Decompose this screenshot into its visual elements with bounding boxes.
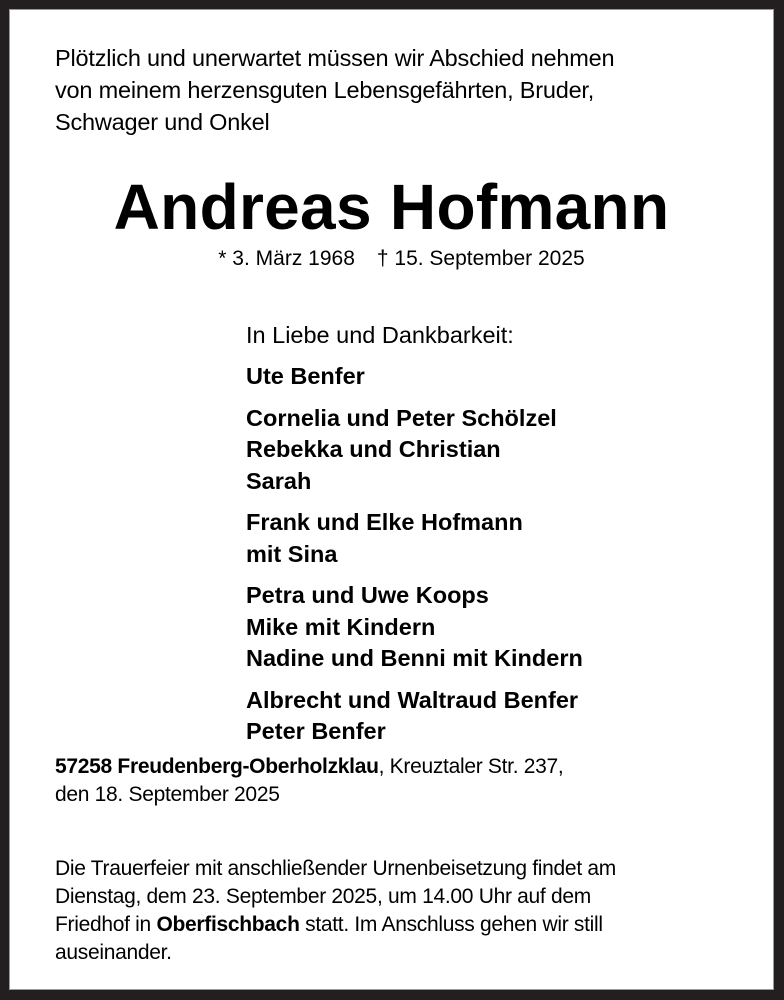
intro-line: Schwager und Onkel (55, 109, 270, 135)
funeral-info (55, 855, 765, 967)
mourner-name: Rebekka und Christian (246, 436, 501, 462)
street: , Kreuztaler Str. 237, (378, 755, 564, 778)
mourner-name: Mike mit Kindern (246, 613, 436, 640)
mourner-group (246, 403, 746, 498)
notice-date: den 18. September 2025 (55, 783, 280, 806)
mourner-name: mit Sina (246, 540, 338, 567)
mourner-name: Cornelia und Peter Schölzel (246, 404, 557, 431)
place-and-date (55, 753, 765, 809)
funeral-text: Friedhof in (55, 913, 157, 936)
intro-line: von meinem herzensguten Lebensgefährten, Bruder, (55, 77, 595, 103)
mourner-name: Peter Benfer (246, 718, 386, 744)
town: 57258 Freudenberg-Oberholzklau (55, 755, 379, 778)
death-date: † 15. September 2025 (376, 247, 585, 270)
deceased-name: Andreas Hofmann (113, 171, 670, 243)
mourners-lead: In Liebe und Dankbarkeit: (246, 322, 514, 348)
intro-line: Plötzlich und unerwartet müssen wir Abschied nehmen (55, 45, 615, 71)
mourner-name: Petra und Uwe Koops (246, 582, 489, 608)
mourner-group (246, 580, 746, 675)
funeral-line: Dienstag, dem 23. September 2025, um 14.00 Uhr auf dem (55, 885, 591, 908)
mourner-group (246, 507, 746, 570)
address-line (55, 753, 765, 781)
mourner-name: Nadine und Benni mit Kindern (246, 645, 583, 671)
mourner-name: Albrecht und Waltraud Benfer (246, 686, 579, 713)
funeral-line: auseinander. (55, 941, 172, 964)
cemetery-location: Oberfischbach (156, 913, 300, 936)
mourner-name: Ute Benfer (246, 363, 365, 389)
mourner-name: Frank und Elke Hofmann (246, 509, 523, 535)
funeral-line (55, 911, 765, 939)
intro-text (55, 42, 755, 138)
mourner-name: Sarah (246, 467, 312, 494)
life-dates (9, 245, 784, 273)
obituary-notice (9, 9, 774, 990)
mourners-list (246, 319, 746, 758)
mourner-group (246, 361, 746, 393)
birth-date: * 3. März 1968 (218, 247, 355, 270)
funeral-line: Die Trauerfeier mit anschließender Urnenbeisetzung findet am (55, 857, 616, 880)
funeral-text: statt. Im Anschluss gehen wir still (299, 913, 603, 936)
mourner-group (246, 685, 746, 748)
